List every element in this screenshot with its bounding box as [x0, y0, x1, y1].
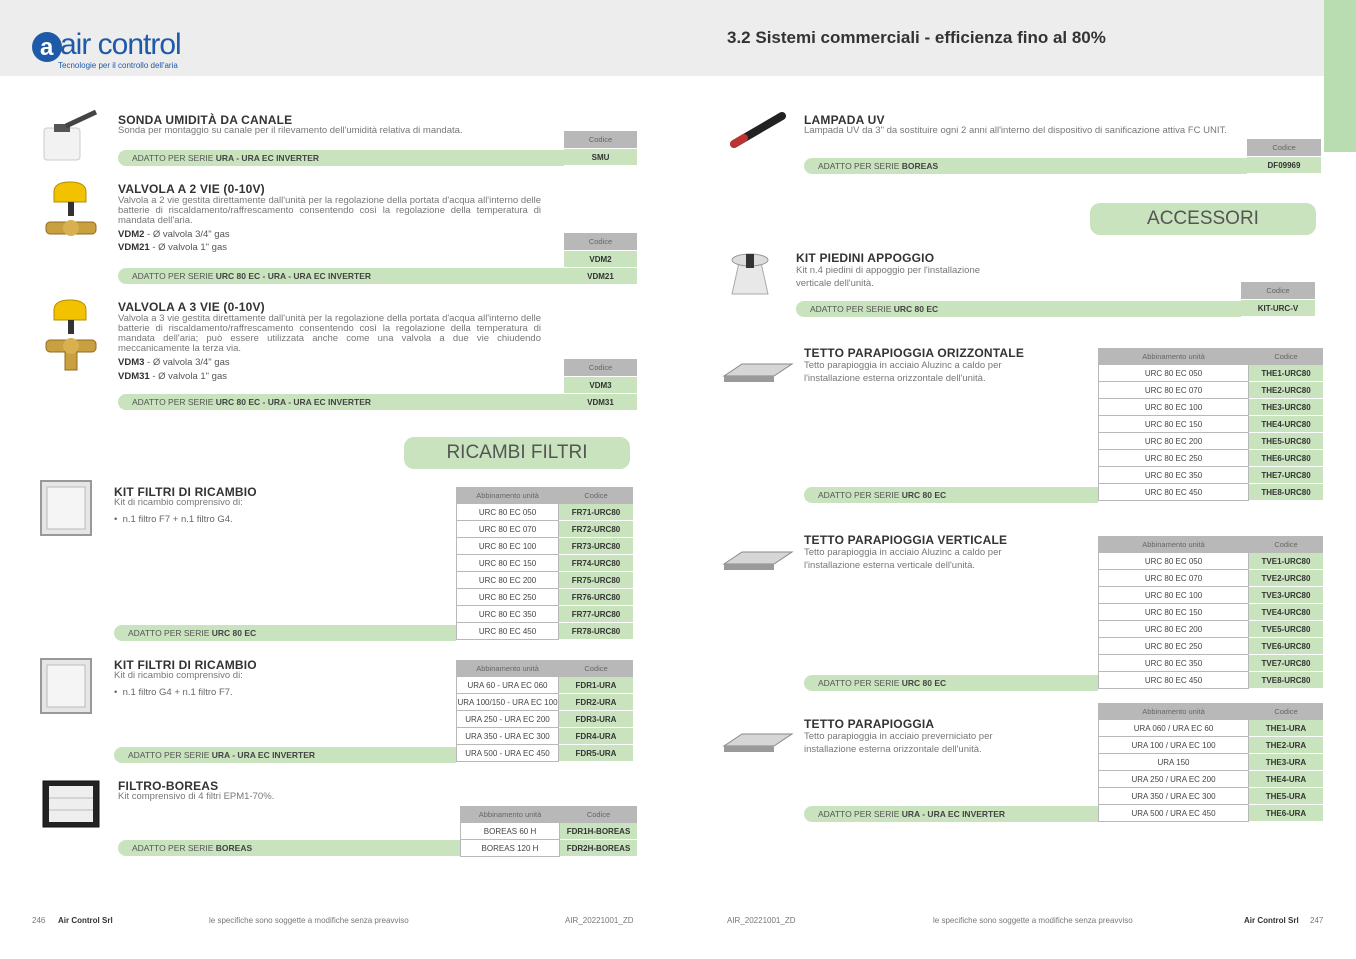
tetto-table: Abbinamento unità Codice URA 060 / URA EC 60 THE1-URA URA 100 / URA EC 100 THE2-URA URA 150 THE3-URA URA 250 / URA EC 200 THE4-URA URA 350 / URA EC 300 THE5-URA URA 500 / URA EC 450 THE6-URA [1098, 703, 1323, 822]
kit2-title: KIT FILTRI DI RICAMBIO [114, 658, 257, 672]
table-row: URC 80 EC 450 TVE8-URC80 [1098, 672, 1323, 689]
table-row: URA 150 THE3-URA [1098, 754, 1323, 771]
kit1-bullet: • n.1 filtro F7 + n.1 filtro G4. [114, 514, 233, 525]
tetto-v-desc: Tetto parapioggia in acciaio Aluzinc a caldo per l'installazione esterna verticale dell'unità. [804, 547, 1002, 571]
tetto-desc: Tetto parapioggia in acciaio preverniciato per installazione esterna orizzontale dell'unità. [804, 731, 993, 755]
piedini-code-header: Codice [1241, 282, 1315, 299]
tetto-v-title: TETTO PARAPIOGGIA VERTICALE [804, 533, 1008, 547]
header-bar [0, 0, 1356, 76]
footer-right-page-number: 247 [1310, 916, 1324, 925]
tetto-title: TETTO PARAPIOGGIA [804, 717, 935, 731]
tetto-v-serie: ADATTO PER SERIE URC 80 EC [804, 675, 1098, 691]
boreas-desc: Kit comprensivo di 4 filtri EPM1-70%. [118, 791, 275, 802]
lampada-title: LAMPADA UV [804, 113, 885, 127]
table-row: URA 500 / URA EC 450 THE6-URA [1098, 805, 1323, 822]
table-row: URA 60 - URA EC 060 FDR1-URA [456, 677, 633, 694]
brand-logo: a air control Tecnologie per il controllo dell'aria [32, 28, 172, 72]
section-accessori: ACCESSORI [1090, 203, 1316, 235]
table-row: URC 80 EC 350 THE7-URC80 [1098, 467, 1323, 484]
footer-left-doc-code: AIR_20221001_ZD [565, 916, 634, 925]
rain-roof-vertical-image [722, 546, 794, 576]
table-row: URC 80 EC 100 FR73-URC80 [456, 538, 633, 555]
sonda-serie: ADATTO PER SERIE URA - URA EC INVERTER [118, 150, 564, 166]
valvola2-code-2: VDM21 [564, 268, 637, 285]
footer-right-notice: le specifiche sono soggette a modifiche senza preavviso [933, 916, 1133, 925]
kit2-table: Abbinamento unità Codice URA 60 - URA EC 060 FDR1-URA URA 100/150 - URA EC 100 FDR2-URA URA 250 - URA EC 200 FDR3-URA URA 350 - URA EC 300 FDR4-URA URA 500 - URA EC 450 FDR5-URA [456, 660, 633, 762]
chapter-tab [1324, 0, 1356, 152]
kit1-table: Abbinamento unità Codice URC 80 EC 050 FR71-URC80 URC 80 EC 070 FR72-URC80 URC 80 EC 100 FR73-URC80 URC 80 EC 150 FR74-URC80 URC 80 EC 200 FR75-URC80 URC 80 EC 250 FR76-URC80 URC 80 EC 350 FR77-URC80 URC 80 EC 450 FR78-URC80 [456, 487, 633, 640]
sonda-code-header: Codice [564, 131, 637, 148]
table-row: URA 500 - URA EC 450 FDR5-URA [456, 745, 633, 762]
valvola3-title: VALVOLA A 3 VIE (0-10V) [118, 300, 265, 314]
support-feet-image [722, 250, 778, 302]
table-row: BOREAS 60 H FDR1H-BOREAS [460, 823, 637, 840]
piedini-desc: Kit n.4 piedini di appoggio per l'installazione verticale dell'unità. [796, 265, 981, 289]
table-row: URC 80 EC 100 THE3-URC80 [1098, 399, 1323, 416]
table-row: URC 80 EC 250 THE6-URC80 [1098, 450, 1323, 467]
valvola3-line-2: VDM31 - Ø valvola 1" gas [118, 371, 227, 382]
table-row: URC 80 EC 070 FR72-URC80 [456, 521, 633, 538]
boreas-title: FILTRO-BOREAS [118, 779, 219, 793]
valvola3-code-2: VDM31 [564, 394, 637, 411]
piedini-title: KIT PIEDINI APPOGGIO [796, 251, 935, 265]
brand-tagline: Tecnologie per il controllo dell'aria [58, 61, 178, 70]
tetto-v-table: Abbinamento unità Codice URC 80 EC 050 TVE1-URC80 URC 80 EC 070 TVE2-URC80 URC 80 EC 100 TVE3-URC80 URC 80 EC 150 TVE4-URC80 URC 80 EC 200 TVE5-URC80 URC 80 EC 250 TVE6-URC80 URC 80 EC 350 TVE7-URC80 URC 80 EC 450 TVE8-URC80 [1098, 536, 1323, 689]
sonda-desc: Sonda per montaggio su canale per il rilevamento dell'umidità relativa di mandata. [118, 125, 463, 136]
piedini-code: KIT-URC-V [1241, 300, 1315, 317]
table-row: URC 80 EC 450 FR78-URC80 [456, 623, 633, 640]
page-title: 3.2 Sistemi commerciali - efficienza fino al 80% [727, 28, 1106, 47]
footer-left-company: Air Control Srl [58, 916, 113, 925]
table-row: URC 80 EC 050 FR71-URC80 [456, 504, 633, 521]
table-row: URC 80 EC 100 TVE3-URC80 [1098, 587, 1323, 604]
footer-right-company: Air Control Srl [1244, 916, 1299, 925]
valvola2-title: VALVOLA A 2 VIE (0-10V) [118, 182, 265, 196]
filter-kit-image [38, 656, 94, 716]
valve-2way-image [42, 180, 102, 246]
tetto-o-table: Abbinamento unità Codice URC 80 EC 050 THE1-URC80 URC 80 EC 070 THE2-URC80 URC 80 EC 100 THE3-URC80 URC 80 EC 150 THE4-URC80 URC 80 EC 200 THE5-URC80 URC 80 EC 250 THE6-URC80 URC 80 EC 350 THE7-URC80 URC 80 EC 450 THE8-URC80 [1098, 348, 1323, 501]
kit2-desc: Kit di ricambio comprensivo di: [114, 670, 243, 681]
rain-roof-horizontal-image [722, 358, 794, 388]
tetto-serie: ADATTO PER SERIE URA - URA EC INVERTER [804, 806, 1098, 822]
valvola3-code-1: VDM3 [564, 377, 637, 394]
valvola3-desc: Valvola a 3 vie gestita direttamente dall'unità per la regolazione della portata d'acqua all'interno delle batterie di riscaldamento/raffrescamento consentendo così la regolazione della temperatura di mandata dell'aria; può essere utilizzata anche come una valvola a due vie chiudendo meccanicamente la terza via. [118, 313, 541, 354]
valvola3-line-1: VDM3 - Ø valvola 3/4" gas [118, 357, 230, 368]
sonda-title: SONDA UMIDITÀ DA CANALE [118, 113, 293, 127]
section-ricambi-filtri: RICAMBI FILTRI [404, 437, 630, 469]
lampada-desc: Lampada UV da 3" da sostituire ogni 2 anni all'interno del dispositivo di sanificazione attiva FC UNIT. [804, 125, 1227, 136]
brand-name: air control [60, 28, 181, 61]
valvola2-code-header: Codice [564, 233, 637, 250]
table-row: URA 250 - URA EC 200 FDR3-URA [456, 711, 633, 728]
table-row: URA 350 - URA EC 300 FDR4-URA [456, 728, 633, 745]
valvola2-line-1: VDM2 - Ø valvola 3/4" gas [118, 229, 230, 240]
lampada-serie: ADATTO PER SERIE BOREAS [804, 158, 1247, 174]
table-row: URC 80 EC 070 TVE2-URC80 [1098, 570, 1323, 587]
table-row: URC 80 EC 350 TVE7-URC80 [1098, 655, 1323, 672]
kit1-serie: ADATTO PER SERIE URC 80 EC [114, 625, 456, 641]
kit1-title: KIT FILTRI DI RICAMBIO [114, 485, 257, 499]
kit1-desc: Kit di ricambio comprensivo di: [114, 497, 243, 508]
kit2-bullet: • n.1 filtro G4 + n.1 filtro F7. [114, 687, 233, 698]
tetto-o-desc: Tetto parapioggia in acciaio Aluzinc a caldo per l'installazione esterna orizzontale dell'unità. [804, 360, 1002, 384]
footer-right-doc-code: AIR_20221001_ZD [727, 916, 796, 925]
humidity-probe-image [40, 108, 100, 164]
rain-roof-image [722, 728, 794, 758]
table-row: URC 80 EC 200 FR75-URC80 [456, 572, 633, 589]
table-row: URA 060 / URA EC 60 THE1-URA [1098, 720, 1323, 737]
table-row: URA 250 / URA EC 200 THE4-URA [1098, 771, 1323, 788]
table-row: URC 80 EC 150 FR74-URC80 [456, 555, 633, 572]
footer-left-page-number: 246 [32, 916, 46, 925]
table-row: URC 80 EC 050 TVE1-URC80 [1098, 553, 1323, 570]
valvola2-line-2: VDM21 - Ø valvola 1" gas [118, 242, 227, 253]
footer-left-notice: le specifiche sono soggette a modifiche senza preavviso [209, 916, 409, 925]
valvola2-desc: Valvola a 2 vie gestita direttamente dall'unità per la regolazione della portata d'acqua all'interno delle batterie di riscaldamento/raffrescamento consentendo così la regolazione della temperatura di mandata dell'aria. [118, 195, 541, 226]
table-row: URC 80 EC 200 THE5-URC80 [1098, 433, 1323, 450]
boreas-serie: ADATTO PER SERIE BOREAS [118, 840, 460, 856]
valvola2-code-1: VDM2 [564, 251, 637, 268]
tetto-o-serie: ADATTO PER SERIE URC 80 EC [804, 487, 1098, 503]
uv-lamp-image [728, 110, 788, 150]
table-row: URC 80 EC 450 THE8-URC80 [1098, 484, 1323, 501]
valvola3-serie: ADATTO PER SERIE URC 80 EC - URA - URA EC INVERTER [118, 394, 564, 410]
table-row: URC 80 EC 150 TVE4-URC80 [1098, 604, 1323, 621]
table-row: URA 100 / URA EC 100 THE2-URA [1098, 737, 1323, 754]
filter-kit-image [38, 478, 94, 538]
tetto-o-title: TETTO PARAPIOGGIA ORIZZONTALE [804, 346, 1025, 360]
valvola2-serie: ADATTO PER SERIE URC 80 EC - URA - URA EC INVERTER [118, 268, 564, 284]
table-row: URC 80 EC 150 THE4-URC80 [1098, 416, 1323, 433]
valve-3way-image [42, 298, 102, 378]
table-row: URC 80 EC 070 THE2-URC80 [1098, 382, 1323, 399]
table-row: BOREAS 120 H FDR2H-BOREAS [460, 840, 637, 857]
kit2-serie: ADATTO PER SERIE URA - URA EC INVERTER [114, 747, 456, 763]
boreas-filter-image [40, 778, 102, 830]
lampada-code-header: Codice [1247, 139, 1321, 156]
lampada-code: DF09969 [1247, 157, 1321, 174]
table-row: URC 80 EC 200 TVE5-URC80 [1098, 621, 1323, 638]
table-row: URC 80 EC 250 TVE6-URC80 [1098, 638, 1323, 655]
piedini-serie: ADATTO PER SERIE URC 80 EC [796, 301, 1241, 317]
table-row: URC 80 EC 050 THE1-URC80 [1098, 365, 1323, 382]
boreas-table: Abbinamento unità Codice BOREAS 60 H FDR1H-BOREAS BOREAS 120 H FDR2H-BOREAS [460, 806, 637, 857]
valvola3-code-header: Codice [564, 359, 637, 376]
sonda-code: SMU [564, 149, 637, 166]
table-row: URC 80 EC 350 FR77-URC80 [456, 606, 633, 623]
table-row: URA 350 / URA EC 300 THE5-URA [1098, 788, 1323, 805]
table-row: URA 100/150 - URA EC 100 FDR2-URA [456, 694, 633, 711]
table-row: URC 80 EC 250 FR76-URC80 [456, 589, 633, 606]
